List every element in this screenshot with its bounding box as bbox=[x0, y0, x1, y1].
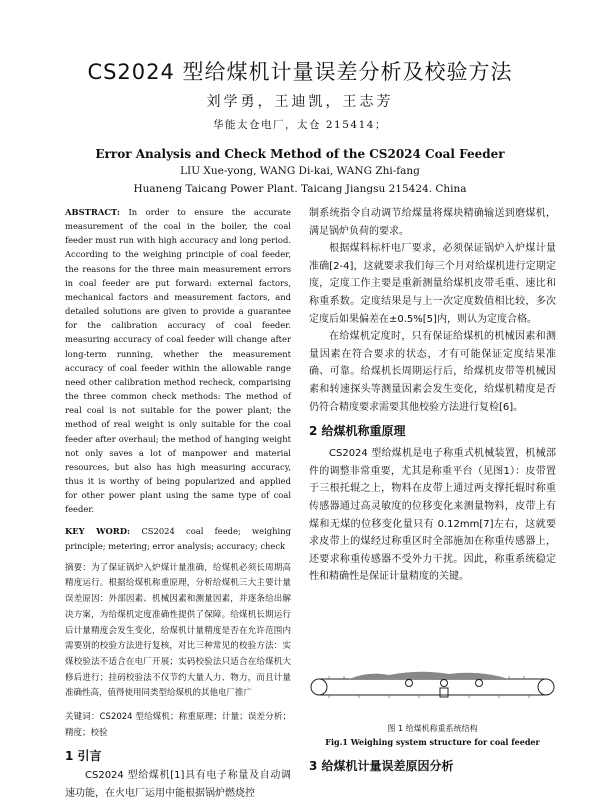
abstract-en-text: In order to ensure the accurate measurement of the coal in the boiler, the coal feeder must run with high accuracy and long period. According to the weighing principle of coal feeder, the reasons for the three main measurement errors in coal feeder are put forward: external factors, mechanical factors and measurement factors, and detailed solutions are given to provide a guarantee for the calibration accuracy of coal feeder. measuring accuracy of coal feeder will change after long-term running, whether the measurement accuracy of coal feeder within the allowable range need other calibration method recheck, comparising the three common check methods: The method of real coal is not suitable for the power plant; the method of real weight is only suitable for the coal feeder after overhaul; the method of hanging weight not only saves a lot of manpower and material resources, but also has high measuring accuracy, thus it is worthy of being popularized and applied for other power plant using the same type of coal feeder. bbox=[65, 207, 291, 515]
head-pulley bbox=[311, 679, 327, 695]
section-3-heading: 3 给煤机计量误差原因分析 bbox=[309, 759, 454, 773]
right-paragraph-2: 根据煤料标杆电厂要求，必须保证锅炉入炉煤计量准确[2-4]，这就要求我们每三个月对给煤机进行定期定度，定度工作主要是重新测量给煤机皮带毛重、速比和称重系数。定度结果是与上一次定度数值相比较，多次定度后如果偏差在±0.5%[5]内，则认为定度合格。 bbox=[309, 243, 556, 325]
right-paragraph-1: 制系统指令自动调节给煤量将煤块精确输送到磨煤机，满足锅炉负荷的要求。 bbox=[309, 208, 556, 237]
weigh-idler bbox=[441, 680, 448, 687]
section-3-wrapper bbox=[309, 757, 556, 774]
right-column bbox=[309, 205, 556, 586]
keywords-en bbox=[65, 524, 291, 552]
left-column bbox=[65, 205, 291, 803]
abstract-en-label: ABSTRACT: bbox=[65, 207, 121, 217]
abstract-cn bbox=[65, 561, 291, 702]
section-2-text: CS2024 型给煤机是电子称重式机械装置，机械部件的调整非常重要，尤其是称重平台（见图1）：皮带置于三根托辊之上，物料在皮带上通过两支撑托辊时称重传感器通过高灵敏度的位移变化来测量物料，皮带上有煤和无煤的位移变化量只有 0.12mm[7]左右，这就要求皮带上的煤经过称重区时全部施加在称重传感器上，还要求称重传感器不受外力干扰。因此，称重系统稳定性和精确性是保证计量精度的关键。 bbox=[309, 448, 556, 583]
paper-title-en: Error Analysis and Check Method of the CS2024 Coal Feeder bbox=[95, 147, 505, 161]
tail-pulley bbox=[538, 679, 554, 695]
right-paragraph-3: 在给煤机定度时，只有保证给煤机的机械因素和测量因素在符合要求的状态，才有可能保证定度结果准确、可靠。给煤机长周期运行后，给煤机皮带等机械因素和转速探头等测量因素会发生变化，给煤机精度是否仍符合精度要求需要其他校验方法进行复检[6]。 bbox=[309, 331, 556, 413]
weighing-system-figure bbox=[309, 657, 556, 717]
abstract-cn-text: 为了保证锅炉入炉煤计量准确，给煤机必须长周期高精度运行。根据给煤机称重原理，分析给煤机三大主要计量误差原因：外部因素、机械因素和测量因素，并逐条给出解决方案，为给煤机定度准确性提供了保障。给煤机长期运行后计量精度会发生变化，给煤机计量精度是否在允许范围内需要别的校验方法进行复核，对比三种常见的校验方法：实煤校验法不适合在电厂开展；实码校验法只适合在给煤机大修后进行；挂码校验法不仅节约大量人力、物力，而且计量准确性高，值得使用同类型给煤机的其他电厂推广 bbox=[65, 562, 291, 699]
support-idler-left bbox=[406, 680, 413, 687]
section-2-heading: 2 给煤机称重原理 bbox=[309, 424, 406, 439]
coal-load bbox=[349, 672, 509, 679]
abstract-cn-label: 摘要： bbox=[65, 562, 92, 573]
affiliation-cn: 华能太仓电厂，太仓 215414； bbox=[213, 119, 387, 131]
keywords-cn bbox=[65, 710, 291, 741]
paper-title-cn: CS2024 型给煤机计量误差分析及校验方法 bbox=[87, 60, 513, 84]
section-1-heading: 1 引言 bbox=[65, 749, 102, 764]
keywords-cn-label: 关键词： bbox=[65, 712, 100, 723]
keywords-en-label: KEY WORD: bbox=[65, 526, 131, 537]
abstract-en bbox=[65, 205, 291, 516]
authors-cn: 刘学勇，王迪凯，王志芳 bbox=[206, 94, 394, 110]
keywords-cn-text: CS2024 型给煤机；称重原理；计量；误差分析；精度；校验 bbox=[65, 712, 291, 738]
authors-en: LIU Xue-yong, WANG Di-kai, WANG Zhi-fang bbox=[180, 165, 420, 177]
load-cell bbox=[440, 688, 448, 697]
support-idler-right bbox=[476, 680, 483, 687]
figure-caption-en: Fig.1 Weighing system structure for coal feeder bbox=[325, 737, 540, 747]
figure-caption-cn: 图 1 给煤机称重系统结构 bbox=[387, 724, 478, 733]
keywords-en-text: CS2024 coal feede; weighing principle; metering; error analysis; accuracy; check bbox=[65, 526, 291, 551]
affiliation-en: Huaneng Taicang Power Plant. Taicang Jiangsu 215424. China bbox=[133, 183, 467, 195]
section-1-text: CS2024 型给煤机[1]具有电子称量及自动调速功能，在火电厂运用中能根据锅炉燃烧控 bbox=[65, 770, 291, 800]
